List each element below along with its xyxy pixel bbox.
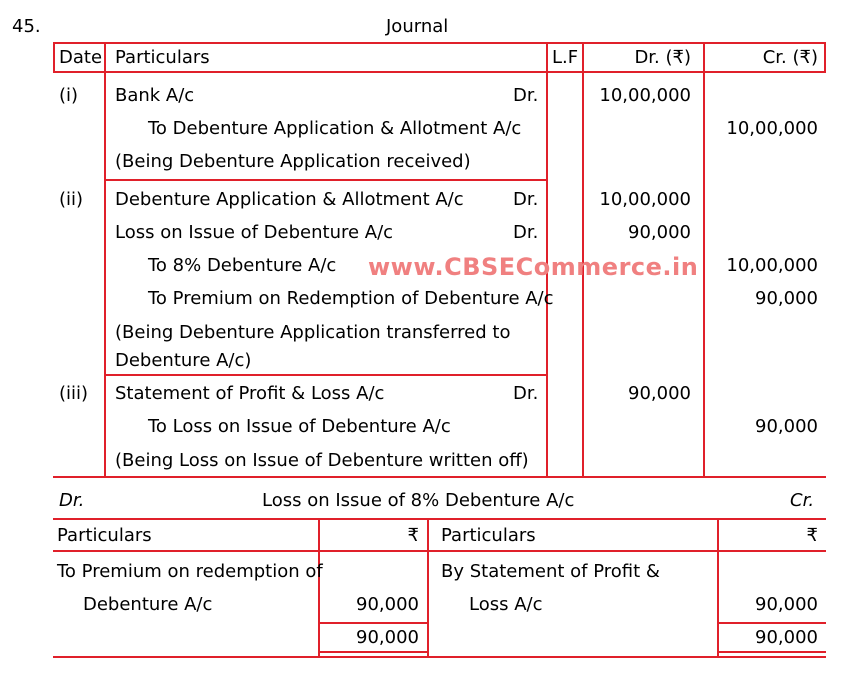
entry-date: (i) xyxy=(59,85,79,106)
ledger-header-amount-left: ₹ xyxy=(407,525,419,546)
ledger-amount-left-rule xyxy=(318,518,320,658)
ledger-left-amount: 90,000 xyxy=(356,594,419,615)
header-cr: Cr. (₹) xyxy=(762,47,818,68)
ledger-bottom-rule xyxy=(53,656,826,658)
debit-account: Debenture Application & Allotment A/c xyxy=(115,189,464,210)
entry-separator xyxy=(104,179,548,181)
journal-bottom-rule xyxy=(53,476,826,478)
ledger-center-rule xyxy=(427,518,429,658)
dr-right-rule xyxy=(703,42,705,478)
ledger-right-double-rule xyxy=(717,651,826,653)
dr-mark: Dr. xyxy=(513,189,539,210)
ledger-right-total-rule xyxy=(717,622,826,624)
credit-account: To Loss on Issue of Debenture A/c xyxy=(148,416,451,437)
dr-mark: Dr. xyxy=(513,222,539,243)
ledger-left-total-rule xyxy=(318,622,429,624)
ledger-header-rule xyxy=(53,550,826,552)
ledger-left-total: 90,000 xyxy=(356,627,419,648)
entry-date: (ii) xyxy=(59,189,84,210)
ledger-right-amount: 90,000 xyxy=(755,594,818,615)
ledger-amount-right-rule xyxy=(717,518,719,658)
ledger-title: Loss on Issue of 8% Debenture A/c xyxy=(262,490,575,511)
date-column-rule xyxy=(104,42,106,478)
ledger-left-particular: Debenture A/c xyxy=(83,594,213,615)
ledger-header-amount-right: ₹ xyxy=(806,525,818,546)
narration: (Being Debenture Application received) xyxy=(115,151,471,172)
credit-account: To 8% Debenture A/c xyxy=(148,255,337,276)
ledger-right-particular: Loss A/c xyxy=(469,594,543,615)
question-number: 45. xyxy=(12,16,41,37)
ledger-right-total: 90,000 xyxy=(755,627,818,648)
ledger-top-rule xyxy=(53,518,826,520)
narration: (Being Loss on Issue of Debenture written off) xyxy=(115,450,529,471)
ledger-left-particular: To Premium on redemption of xyxy=(57,561,323,582)
dr-amount: 10,00,000 xyxy=(599,189,691,210)
journal-title: Journal xyxy=(386,16,449,37)
header-lf: L.F xyxy=(552,47,579,68)
narration: Debenture A/c) xyxy=(115,350,252,371)
ledger-left-double-rule xyxy=(318,651,429,653)
watermark: www.CBSECommerce.in xyxy=(368,253,699,281)
dr-amount: 10,00,000 xyxy=(599,85,691,106)
ledger-header-particulars-right: Particulars xyxy=(441,525,536,546)
debit-account: Statement of Profit & Loss A/c xyxy=(115,383,385,404)
cr-amount: 10,00,000 xyxy=(726,255,818,276)
debit-account: Loss on Issue of Debenture A/c xyxy=(115,222,394,243)
header-date: Date xyxy=(59,47,103,68)
journal-right-border xyxy=(824,42,826,73)
cr-amount: 90,000 xyxy=(755,416,818,437)
header-particulars: Particulars xyxy=(115,47,210,68)
journal-left-border xyxy=(53,42,55,73)
dr-mark: Dr. xyxy=(513,383,539,404)
ledger-header-particulars-left: Particulars xyxy=(57,525,152,546)
dr-amount: 90,000 xyxy=(628,222,691,243)
entry-separator xyxy=(104,374,548,376)
credit-account: To Premium on Redemption of Debenture A/c xyxy=(148,288,554,309)
header-dr: Dr. (₹) xyxy=(634,47,691,68)
dr-mark: Dr. xyxy=(513,85,539,106)
cr-amount: 90,000 xyxy=(755,288,818,309)
journal-header-rule xyxy=(53,71,826,73)
ledger-dr-label: Dr. xyxy=(59,490,85,511)
entry-date: (iii) xyxy=(59,383,89,404)
journal-top-rule xyxy=(53,42,826,44)
narration: (Being Debenture Application transferred to xyxy=(115,322,511,343)
cr-amount: 10,00,000 xyxy=(726,118,818,139)
credit-account: To Debenture Application & Allotment A/c xyxy=(148,118,522,139)
dr-amount: 90,000 xyxy=(628,383,691,404)
ledger-right-particular: By Statement of Profit & xyxy=(441,561,660,582)
debit-account: Bank A/c xyxy=(115,85,195,106)
ledger-cr-label: Cr. xyxy=(790,490,815,511)
